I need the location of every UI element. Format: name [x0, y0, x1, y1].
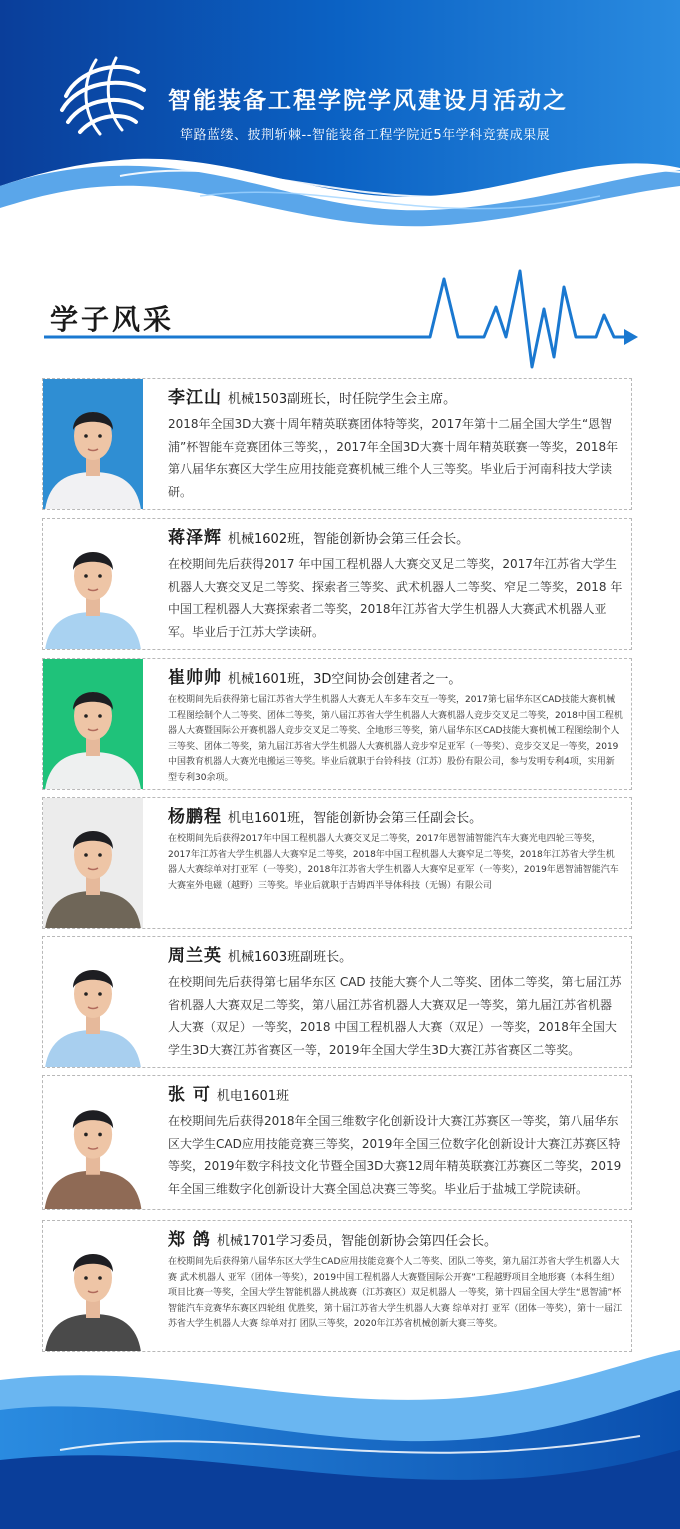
portrait-image — [43, 659, 143, 789]
student-info — [168, 525, 623, 643]
student-name: 周兰英 — [168, 946, 222, 966]
portrait-image — [43, 937, 143, 1067]
student-card — [42, 936, 632, 1068]
student-name: 李江山 — [168, 388, 222, 408]
student-photo — [43, 1076, 143, 1209]
globe-swirl-logo-icon — [56, 52, 148, 138]
student-info — [168, 385, 623, 503]
student-info — [168, 943, 623, 1061]
student-achievements: 在校期间先后获得第七届江苏省大学生机器人大赛无人车多车交互一等奖，2017第七届华东区CAD技能大赛机械工程图绘制个人二等奖、团体二等奖，第八届江苏省大学生机器人大赛机器人竞步交叉足二等奖，2018中国工程机器人大赛暨国际公开赛机器人竞步交叉足二等奖、全地形三等奖，第八届华东区CAD技能大赛机械工程图绘制个人三等奖、团体二等奖，第九届江苏省大学生机器人大赛机器人竞步窄足亚军（一等奖）、竞步交叉足一等奖，2019中国教育机器人大赛光电搬运三等奖。毕业后就职于台铃科技（江苏）股份有限公司，参与发明专利4项，实用新型专利30余项。 — [168, 695, 623, 783]
student-header — [168, 804, 623, 832]
portrait-image — [43, 1076, 143, 1209]
student-card — [42, 797, 632, 929]
student-role: 机电1601班，智能创新协会第三任副会长。 — [228, 811, 483, 826]
section-title: 学子风采 — [50, 303, 175, 336]
student-achievements: 在校期间先后获得2017 年中国工程机器人大赛交叉足二等奖，2017年江苏省大学生机器人大赛交叉足二等奖、探索者三等奖、武术机器人二等奖、窄足二等奖，2018 年中国工程机器人大赛探索者二等奖，2018年江苏省大学生机器人大赛武术机器人亚军。毕业后于江苏大学读研。 — [168, 557, 623, 639]
portrait-image — [43, 798, 143, 928]
student-header — [168, 525, 623, 553]
student-photo — [43, 1221, 143, 1351]
student-photo — [43, 798, 143, 928]
student-achievements: 2018年全国3D大赛十周年精英联赛团体特等奖，2017年第十二届全国大学生“恩智浦”杯智能车竞赛团体三等奖，，2017年全国3D大赛十周年精英联赛一等奖，2018年第八届华东赛区大学生应用技能竞赛机械三维个人三等奖。毕业后于河南科技大学读研。 — [168, 417, 619, 499]
student-achievements: 在校期间先后获得2018年全国三维数字化创新设计大赛江苏赛区一等奖，第八届华东区大学生CAD应用技能竞赛三等奖，2019年全国三位数字化创新设计大赛江苏赛区特等奖，2019年数字科技文化节暨全国3D大赛12周年精英联赛江苏赛区二等奖，2019年全国三维数字化创新设计大赛全国总决赛三等奖。毕业后于盐城工学院读研。 — [168, 1114, 622, 1196]
student-header — [168, 943, 623, 971]
student-card — [42, 518, 632, 650]
student-role: 机械1601班，3D空间协会创建者之一。 — [228, 672, 462, 687]
student-info — [168, 665, 623, 787]
student-card — [42, 1220, 632, 1352]
page-title: 智能装备工程学院学风建设月活动之 — [168, 88, 568, 114]
student-header — [168, 385, 623, 413]
student-role: 机械1701学习委员，智能创新协会第四任会长。 — [216, 1234, 498, 1249]
student-achievements: 在校期间先后获得第七届华东区 CAD 技能大赛个人二等奖、团体二等奖，第七届江苏省机器人大赛双足二等奖，第八届江苏省机器人大赛双足一等奖，第九届江苏省机器人大赛（双足）一等奖，2018 中国工程机器人大赛（双足）一等奖，2018年全国大学生3D大赛江苏省赛区一等，2019年全国大学生3D大赛江苏省赛区二等奖。 — [168, 975, 622, 1057]
student-role: 机电1601班 — [216, 1089, 290, 1104]
student-name: 郑 鸽 — [168, 1230, 211, 1250]
student-achievements: 在校期间先后获得2017年中国工程机器人大赛交叉足二等奖，2017年恩智浦智能汽车大赛光电四轮三等奖，2017年江苏省大学生机器人大赛窄足二等奖，2018年中国工程机器人大赛窄足二等奖，2018年江苏省大学生机器人大赛综单对打亚军（一等奖），2018年江苏省大学生机器人大赛窄足亚军（一等奖），2019年恩智浦智能汽车大赛室外电磁（越野）三等奖。毕业后就职于吉姆西半导体科技（无锡）有限公司 — [168, 834, 619, 891]
student-header — [168, 1082, 623, 1110]
footer-wave — [0, 1340, 680, 1529]
student-role: 机械1602班，智能创新协会第三任会长。 — [228, 532, 470, 547]
portrait-image — [43, 519, 143, 649]
student-header — [168, 665, 623, 693]
portrait-image — [43, 379, 143, 509]
student-role: 机械1503副班长，时任院学生会主席。 — [228, 392, 457, 407]
student-name: 崔帅帅 — [168, 668, 222, 688]
student-photo — [43, 937, 143, 1067]
student-photo — [43, 379, 143, 509]
student-photo — [43, 519, 143, 649]
portrait-image — [43, 1221, 143, 1351]
student-info — [168, 1082, 623, 1200]
student-name: 张 可 — [168, 1085, 211, 1105]
student-info — [168, 1227, 623, 1333]
student-card — [42, 658, 632, 790]
student-name: 杨鹏程 — [168, 807, 222, 827]
page-subtitle: 筚路蓝缕、披荆斩棘--智能装备工程学院近5年学科竞赛成果展 — [180, 128, 551, 143]
student-achievements: 在校期间先后获得第八届华东区大学生CAD应用技能竞赛个人二等奖、团队二等奖，第九届江苏省大学生机器人大赛 武术机器人 亚军（团体一等奖），2019中国工程机器人大赛暨国际公开赛”工程越野项目全地形赛（本科生组）项目比赛一等奖，全国大学生智能机器人挑战赛（江苏赛区）双足机器人 一等奖，第十四届全国大学生“恩智浦”杯智能汽车竞赛华东赛区四轮组 优胜奖，第十届江苏省大学生机器人大赛 综单对打 亚军（团体一等奖），第十一届江苏省大学生机器人大赛 综单对打 团队三等奖，2020年江苏省机械创新大赛三等奖。 — [168, 1257, 623, 1330]
student-card — [42, 378, 632, 510]
student-info — [168, 804, 623, 894]
student-card — [42, 1075, 632, 1210]
student-role: 机械1603班副班长。 — [228, 950, 353, 965]
student-header — [168, 1227, 623, 1255]
student-name: 蒋泽辉 — [168, 528, 222, 548]
student-photo — [43, 659, 143, 789]
